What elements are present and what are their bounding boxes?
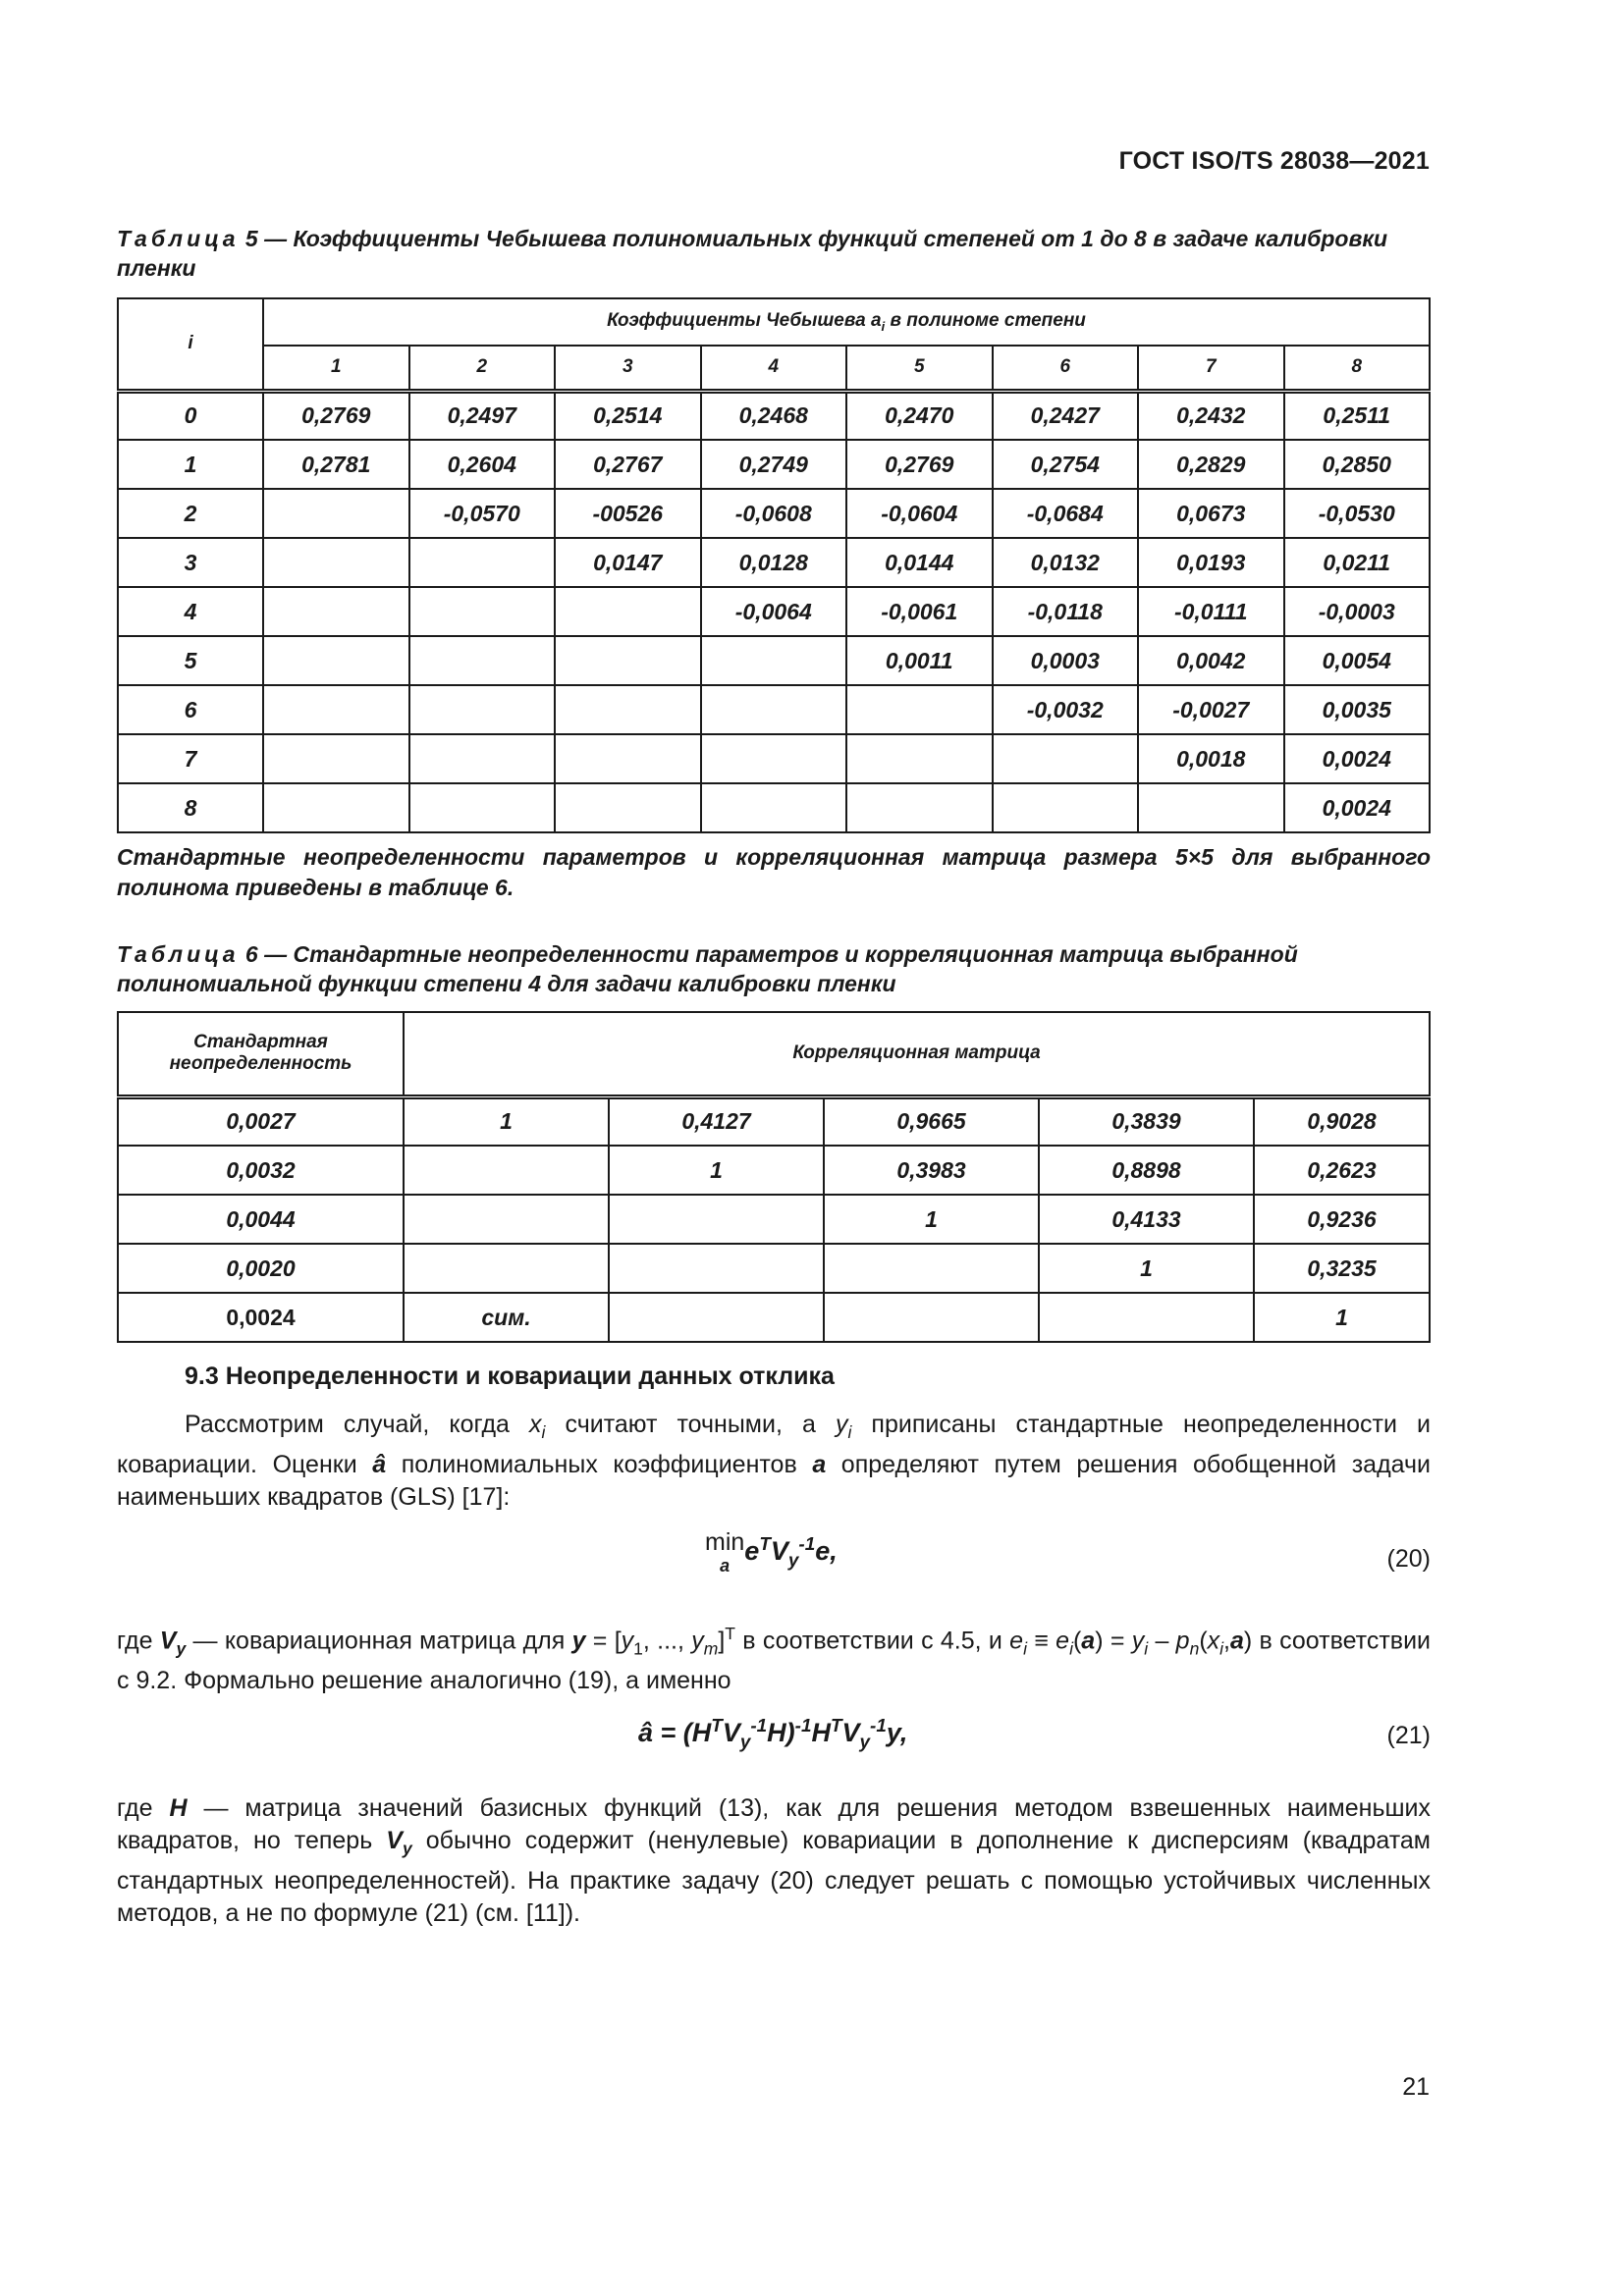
- table5-value-cell: 0,2604: [409, 440, 556, 489]
- table6-matrix-cell: [609, 1195, 824, 1244]
- table6-matrix-cell: [404, 1146, 609, 1195]
- table5-value-cell: [701, 636, 847, 685]
- equation-20: min a $e^TV_y^{-1}e$,: [705, 1528, 838, 1575]
- table5-row: [118, 734, 1430, 783]
- table6-row: [118, 1293, 1430, 1342]
- table5-row: [118, 440, 1430, 489]
- table6-matrix-cell: 0,9236: [1254, 1195, 1430, 1244]
- table5-row: [118, 587, 1430, 636]
- table5-value-cell: 0,0035: [1284, 685, 1431, 734]
- table5-value-cell: [263, 587, 409, 636]
- table6-matrix-cell: 0,9665: [824, 1096, 1039, 1146]
- table5-value-cell: 0,2468: [701, 391, 847, 440]
- table5-row: [118, 489, 1430, 538]
- table5-value-cell: [993, 783, 1139, 832]
- table6-matrix-cell: 1: [1039, 1244, 1254, 1293]
- paragraph-basis-matrix: где H — матрица значений базисных функций (13), как для решения методом взвешенных наименьших квадратов, но теперь $V_y$ обычно содержит (ненулевые) ковариации в дополнение к дисперсиям (квадратам стандартных неопределенностей). На практике задачу (20) следует решать с помощью устойчивых численных методов, а не по формуле (21) (см. [11]).: [117, 1794, 1431, 1927]
- table5-value-cell: -0,0032: [993, 685, 1139, 734]
- table5-group-header: Коэффициенты Чебышева $a_i$ в полиноме степени: [263, 298, 1430, 346]
- table5-value-cell: -0,0604: [846, 489, 993, 538]
- table5-value-cell: [555, 636, 701, 685]
- table6-matrix-cell: 0,3839: [1039, 1096, 1254, 1146]
- equation-21-number: (21): [1386, 1722, 1431, 1749]
- table6-row: [118, 1146, 1430, 1195]
- table6-uncertainty-cell: 0,0024: [118, 1293, 404, 1342]
- table5-caption-number: 5: [244, 226, 258, 251]
- table6-matrix-cell: [824, 1293, 1039, 1342]
- table6-matrix-header: Корреляционная матрица: [404, 1012, 1430, 1096]
- table6-matrix-cell: сим.: [404, 1293, 609, 1342]
- table6-uncertainty-header: Стандартная неопределенность: [118, 1012, 404, 1096]
- table5-value-cell: -0,0111: [1138, 587, 1284, 636]
- table5-value-cell: 0,0011: [846, 636, 993, 685]
- table5-value-cell: 0,0193: [1138, 538, 1284, 587]
- table5-chebyshev-coefficients: [117, 297, 1431, 833]
- table6-matrix-cell: 0,8898: [1039, 1146, 1254, 1195]
- table5-value-cell: 0,2511: [1284, 391, 1431, 440]
- table5-value-cell: -0,0530: [1284, 489, 1431, 538]
- table5-value-cell: [555, 734, 701, 783]
- table5-value-cell: [409, 685, 556, 734]
- table6-matrix-cell: [404, 1195, 609, 1244]
- table5-degree-header: 5: [846, 346, 993, 391]
- table5-degree-header: 6: [993, 346, 1139, 391]
- table5-value-cell: 0,0003: [993, 636, 1139, 685]
- table6-matrix-cell: [609, 1244, 824, 1293]
- table5-value-cell: [409, 636, 556, 685]
- table5-degree-header: 7: [1138, 346, 1284, 391]
- standard-designation: ГОСТ ISO/TS 28038—2021: [1118, 147, 1430, 175]
- table5-value-cell: [263, 538, 409, 587]
- table5-value-cell: [846, 734, 993, 783]
- table6-matrix-cell: [404, 1244, 609, 1293]
- table5-value-cell: [409, 587, 556, 636]
- table5-caption-text: — Коэффициенты Чебышева полиномиальных функций степеней от 1 до 8 в задаче калибровки пленки: [117, 226, 1388, 281]
- table6-uncertainty-cell: 0,0027: [118, 1096, 404, 1146]
- table5-value-cell: 0,2749: [701, 440, 847, 489]
- table5-value-cell: [263, 685, 409, 734]
- table5-value-cell: -0,0608: [701, 489, 847, 538]
- table5-value-cell: 0,0054: [1284, 636, 1431, 685]
- table6-matrix-cell: 0,3235: [1254, 1244, 1430, 1293]
- table5-index-cell: 6: [118, 685, 263, 734]
- table5-note: Стандартные неопределенности параметров и корреляционная матрица размера 5×5 для выбранного полинома приведены в таблице 6.: [117, 844, 1431, 900]
- table5-row: [118, 391, 1430, 440]
- table5-value-cell: 0,2432: [1138, 391, 1284, 440]
- table6-caption-label: Таблица: [117, 941, 240, 967]
- table5-value-cell: [409, 538, 556, 587]
- equation-21: â = $(H^TV_y^{-1}H)^{-1}H^TV_y^{-1}y$,: [638, 1716, 908, 1753]
- table5-index-cell: 1: [118, 440, 263, 489]
- table6-caption-number: 6: [244, 941, 258, 967]
- table6-matrix-cell: 0,2623: [1254, 1146, 1430, 1195]
- table5-value-cell: 0,2470: [846, 391, 993, 440]
- table6-matrix-cell: 0,3983: [824, 1146, 1039, 1195]
- table6-matrix-cell: 1: [404, 1096, 609, 1146]
- table5-value-cell: 0,2427: [993, 391, 1139, 440]
- table5-value-cell: 0,2497: [409, 391, 556, 440]
- table5-degree-header: 3: [555, 346, 701, 391]
- table5-value-cell: [701, 685, 847, 734]
- table5-value-cell: [263, 636, 409, 685]
- table5-value-cell: [846, 685, 993, 734]
- table5-row-header: i: [118, 298, 263, 391]
- page-number: 21: [1402, 2073, 1430, 2101]
- table5-value-cell: 0,2769: [263, 391, 409, 440]
- table5-value-cell: [846, 783, 993, 832]
- table5-index-cell: 2: [118, 489, 263, 538]
- table5-row: [118, 636, 1430, 685]
- table5-value-cell: 0,0024: [1284, 783, 1431, 832]
- table5-value-cell: -0,0118: [993, 587, 1139, 636]
- table6-matrix-cell: 0,9028: [1254, 1096, 1430, 1146]
- table6-matrix-cell: [609, 1293, 824, 1342]
- table5-value-cell: [263, 783, 409, 832]
- table6-matrix-cell: 0,4127: [609, 1096, 824, 1146]
- table5-value-cell: [263, 489, 409, 538]
- equation-20-number: (20): [1386, 1545, 1431, 1573]
- table6-uncertainty-cell: 0,0020: [118, 1244, 404, 1293]
- table5-caption: [117, 224, 1431, 283]
- table5-value-cell: [701, 734, 847, 783]
- table6-uncertainty-cell: 0,0044: [118, 1195, 404, 1244]
- table5-value-cell: -0,0570: [409, 489, 556, 538]
- table5-value-cell: 0,2767: [555, 440, 701, 489]
- table6-caption-text: — Стандартные неопределенности параметров и корреляционная матрица выбранной полиномиальной функции степени 4 для задачи калибровки пленки: [117, 941, 1298, 996]
- table5-value-cell: 0,0211: [1284, 538, 1431, 587]
- table5-degree-header: 8: [1284, 346, 1431, 391]
- section-heading: 9.3 Неопределенности и ковариации данных отклика: [185, 1362, 835, 1390]
- table5-row: [118, 685, 1430, 734]
- table6-row: [118, 1195, 1430, 1244]
- table6-matrix-cell: 1: [1254, 1293, 1430, 1342]
- table6-matrix-cell: 0,4133: [1039, 1195, 1254, 1244]
- table5-value-cell: [993, 734, 1139, 783]
- table6-matrix-cell: [824, 1244, 1039, 1293]
- table5-value-cell: -00526: [555, 489, 701, 538]
- table6-correlation-matrix: [117, 1011, 1431, 1343]
- table5-degree-header: 4: [701, 346, 847, 391]
- table5-value-cell: [555, 587, 701, 636]
- table6-matrix-cell: 1: [609, 1146, 824, 1195]
- table5-index-cell: 8: [118, 783, 263, 832]
- table5-value-cell: [409, 783, 556, 832]
- table5-value-cell: [263, 734, 409, 783]
- table6-row: [118, 1244, 1430, 1293]
- table5-row: [118, 538, 1430, 587]
- paragraph-covariance-matrix: где $V_y$ — ковариационная матрица для $y = [y_1$, ..., $y_m]^T$ в соответствии с 4.5, и $e_i \equiv e_i(a) = y_i - p_n(x_i,a)$ в соответствии с 9.2. Формально решение аналогично (19), а именно: [117, 1624, 1432, 1695]
- table5-degree-header-row: [118, 346, 1430, 391]
- table5-value-cell: 0,2769: [846, 440, 993, 489]
- table5-value-cell: 0,2754: [993, 440, 1139, 489]
- table5-value-cell: 0,0132: [993, 538, 1139, 587]
- table5-value-cell: 0,0147: [555, 538, 701, 587]
- table5-value-cell: 0,0673: [1138, 489, 1284, 538]
- table5-value-cell: 0,0144: [846, 538, 993, 587]
- table5-value-cell: -0,0061: [846, 587, 993, 636]
- table5-value-cell: 0,2514: [555, 391, 701, 440]
- table5-caption-label: Таблица: [117, 226, 240, 251]
- table5-index-cell: 7: [118, 734, 263, 783]
- table5-index-cell: 0: [118, 391, 263, 440]
- table5-value-cell: 0,0128: [701, 538, 847, 587]
- table5-value-cell: [701, 783, 847, 832]
- table5-index-cell: 5: [118, 636, 263, 685]
- table5-value-cell: 0,0018: [1138, 734, 1284, 783]
- table6-caption: [117, 939, 1431, 998]
- table6-row: [118, 1096, 1430, 1146]
- table5-value-cell: -0,0684: [993, 489, 1139, 538]
- table6-matrix-cell: [1039, 1293, 1254, 1342]
- table5-value-cell: 0,2781: [263, 440, 409, 489]
- paragraph-gls-intro: Рассмотрим случай, когда $x_i$ считают точными, а $y_i$ приписаны стандартные неопределенности и ковариации. Оценки â полиномиальных коэффициентов a определяют путем решения обобщенной задачи наименьших квадратов (GLS) [17]:: [117, 1411, 1432, 1511]
- table5-value-cell: -0,0003: [1284, 587, 1431, 636]
- table5-index-cell: 4: [118, 587, 263, 636]
- table5-value-cell: -0,0027: [1138, 685, 1284, 734]
- table5-value-cell: 0,0024: [1284, 734, 1431, 783]
- table6-matrix-cell: 1: [824, 1195, 1039, 1244]
- table5-value-cell: 0,0042: [1138, 636, 1284, 685]
- table5-value-cell: [555, 685, 701, 734]
- table5-value-cell: [409, 734, 556, 783]
- table5-degree-header: 2: [409, 346, 556, 391]
- table5-degree-header: 1: [263, 346, 409, 391]
- table5-index-cell: 3: [118, 538, 263, 587]
- table5-value-cell: -0,0064: [701, 587, 847, 636]
- table5-value-cell: [555, 783, 701, 832]
- table5-row: [118, 783, 1430, 832]
- table6-uncertainty-cell: 0,0032: [118, 1146, 404, 1195]
- table5-value-cell: [1138, 783, 1284, 832]
- table5-value-cell: 0,2850: [1284, 440, 1431, 489]
- table5-value-cell: 0,2829: [1138, 440, 1284, 489]
